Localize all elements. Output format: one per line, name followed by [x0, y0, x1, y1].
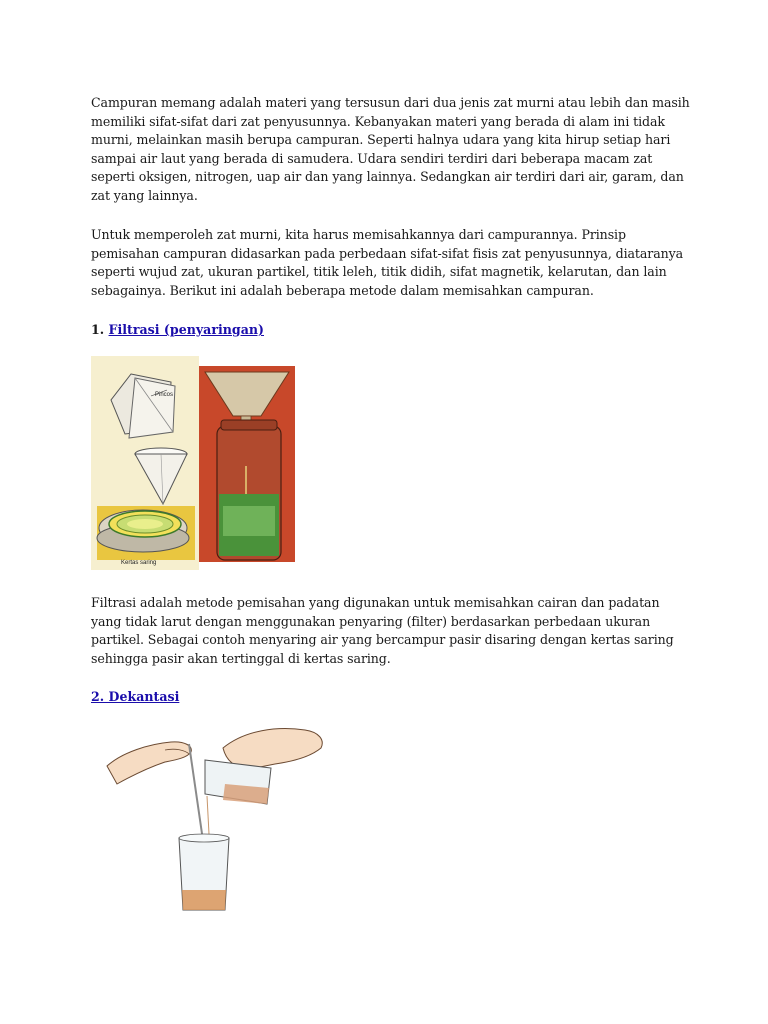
fold-label: Pincos	[155, 392, 174, 398]
decantation-illustration	[105, 722, 327, 914]
left-hand	[107, 742, 191, 784]
section-heading-dekantasi	[91, 688, 179, 706]
filtrasi-link[interactable]: Filtrasi (penyaringan)	[108, 322, 264, 337]
filter-paper-plate	[97, 506, 195, 560]
pouring-glass	[205, 760, 271, 804]
receiving-glass	[179, 834, 229, 910]
right-hand	[223, 729, 322, 769]
intro-paragraph: Campuran memang adalah materi yang tersusun dari dua jenis zat murni atau lebih dan masih memiliki sifat-sifat dari zat penyusunnya. Kebanyakan materi yang berada di alam ini tidak murni, melainkan masih berupa campuran. Seperti halnya udara yang kita hirup setiap hari sampai air laut yang berada di samudera. Udara sendiri terdiri dari beberapa macam zat seperti oksigen, nitrogen, uap air dan yang lainnya. Sedangkan air terdiri dari air, garam, dan zat yang lainnya.	[91, 95, 690, 203]
paper-label: Kertas saring	[121, 560, 157, 566]
filtration-paragraph: Filtrasi adalah metode pemisahan yang digunakan untuk memisahkan cairan dan padatan yang tidak larut dengan menggunakan penyaring (filter) berdasarkan perbedaan ukuran partikel. Sebagai contoh menyaring air yang bercampur pasir disaring dengan kertas saring sehingga pasir akan tertinggal di kertas saring.	[91, 595, 674, 666]
dekantasi-link[interactable]: 2. Dekantasi	[91, 689, 180, 704]
filtration-illustration	[91, 356, 299, 570]
section-number: 1.	[91, 322, 105, 337]
section-heading-filtrasi	[91, 321, 264, 339]
principle-paragraph: Untuk memperoleh zat murni, kita harus memisahkannya dari campurannya. Prinsip pemisahan campuran didasarkan pada perbedaan sifat-sifat fisis zat penyusunnya, diataranya seperti wujud zat, ukuran partikel, titik leleh, titik didih, sifat magnetik, kelarutan, dan lain sebagainya. Berikut ini adalah beberapa metode dalam memisahkan campuran.	[91, 227, 684, 298]
